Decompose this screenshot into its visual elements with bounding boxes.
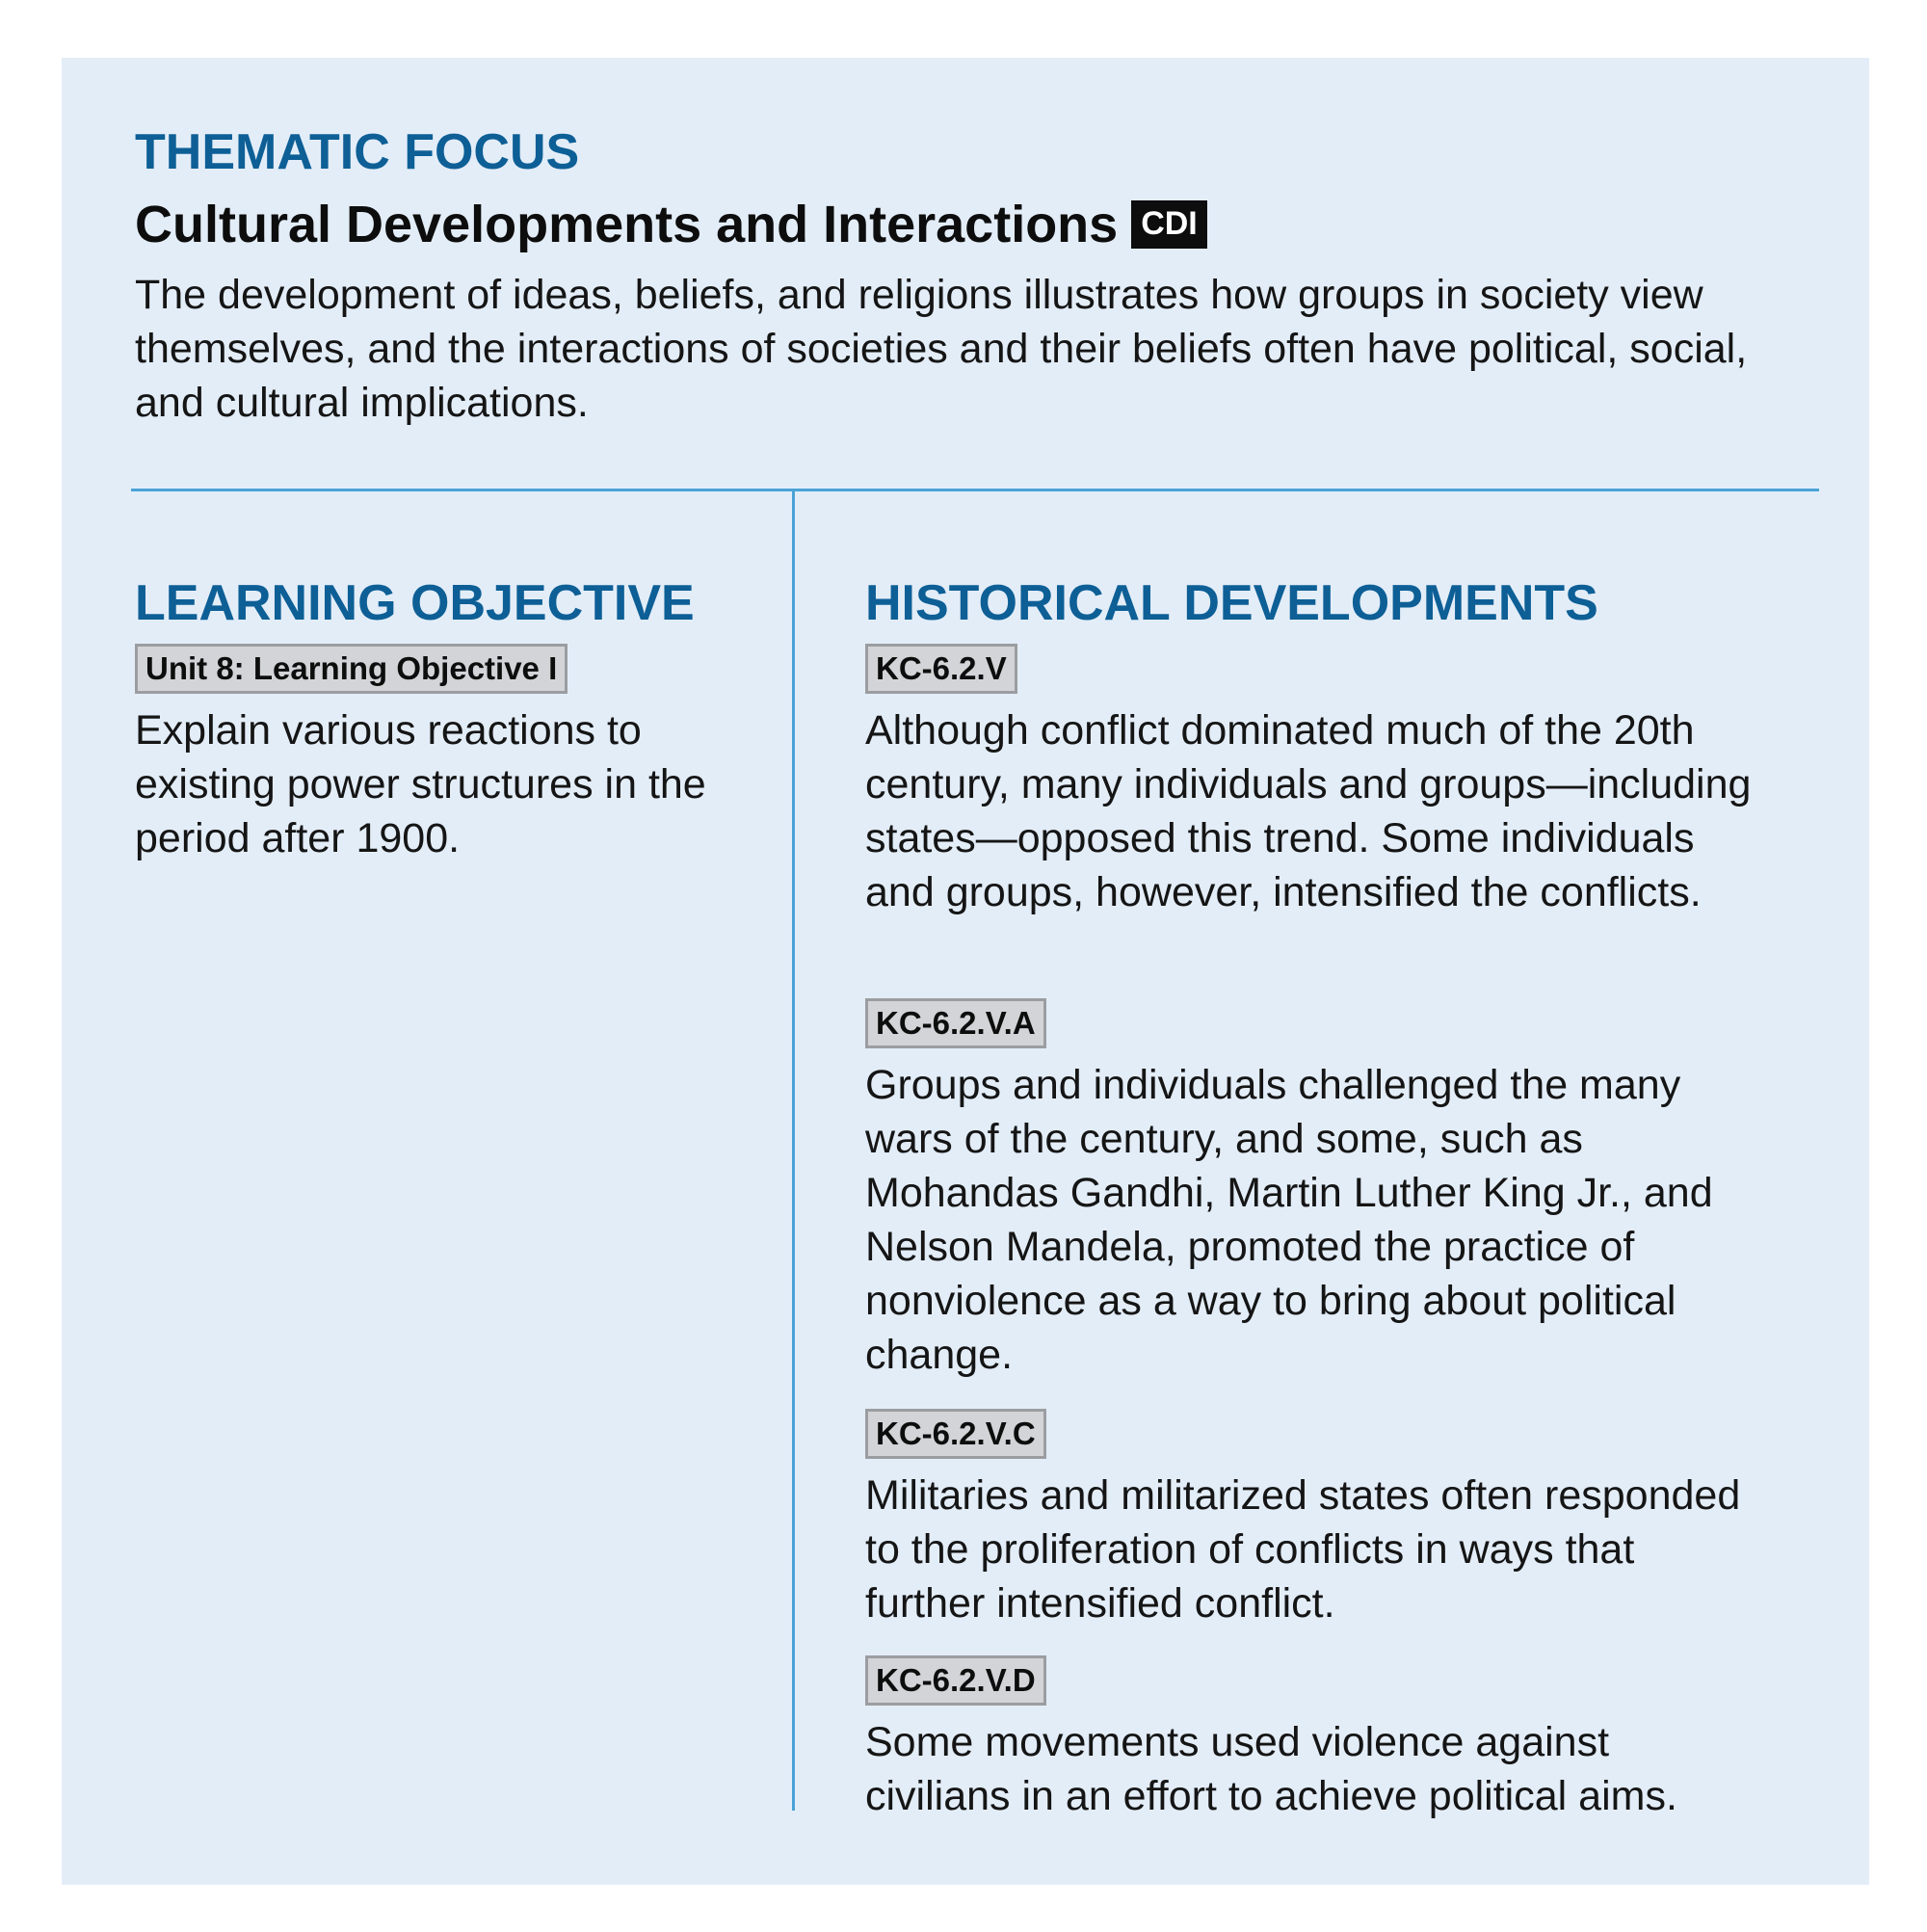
- thematic-focus-heading: THEMATIC FOCUS: [135, 124, 580, 180]
- kc-text: Although conflict dominated much of the 20th century, many individuals and groups—including states—opposed this trend. Some individuals and groups, however, intensified the conflicts.: [865, 707, 1752, 915]
- kc-text: Groups and individuals challenged the many wars of the century, and some, such as Mohandas Gandhi, Martin Luther King Jr., and Nelson Mandela, promoted the practice of nonviolence as a way to bring about political change.: [865, 1062, 1713, 1378]
- focus-title: Cultural Developments and Interactions: [135, 196, 1119, 253]
- kc-tag: KC-6.2.V: [865, 644, 1017, 694]
- learning-objective-heading: LEARNING OBJECTIVE: [135, 575, 695, 631]
- kc-tag: KC-6.2.V.D: [865, 1655, 1046, 1706]
- focus-title-row: [135, 198, 1207, 251]
- thematic-focus-panel: [62, 58, 1869, 1885]
- kc-tag: KC-6.2.V.C: [865, 1409, 1046, 1459]
- horizontal-divider: [131, 489, 1819, 491]
- focus-description: The development of ideas, beliefs, and religions illustrates how groups in society view themselves, and the interactions of societies and their beliefs often have political, social, and cultural implications.: [135, 272, 1748, 426]
- vertical-divider: [792, 490, 795, 1811]
- historical-developments-heading: HISTORICAL DEVELOPMENTS: [865, 575, 1598, 631]
- kc-text: Militaries and militarized states often responded to the proliferation of conflicts in ways that further intensified conflict.: [865, 1472, 1741, 1627]
- learning-objective-tag: Unit 8: Learning Objective I: [135, 644, 568, 694]
- theme-badge: CDI: [1131, 200, 1207, 248]
- kc-text: Some movements used violence against civilians in an effort to achieve political aims.: [865, 1719, 1677, 1819]
- learning-objective-text: Explain various reactions to existing power structures in the period after 1900.: [135, 707, 706, 861]
- kc-tag: KC-6.2.V.A: [865, 998, 1046, 1048]
